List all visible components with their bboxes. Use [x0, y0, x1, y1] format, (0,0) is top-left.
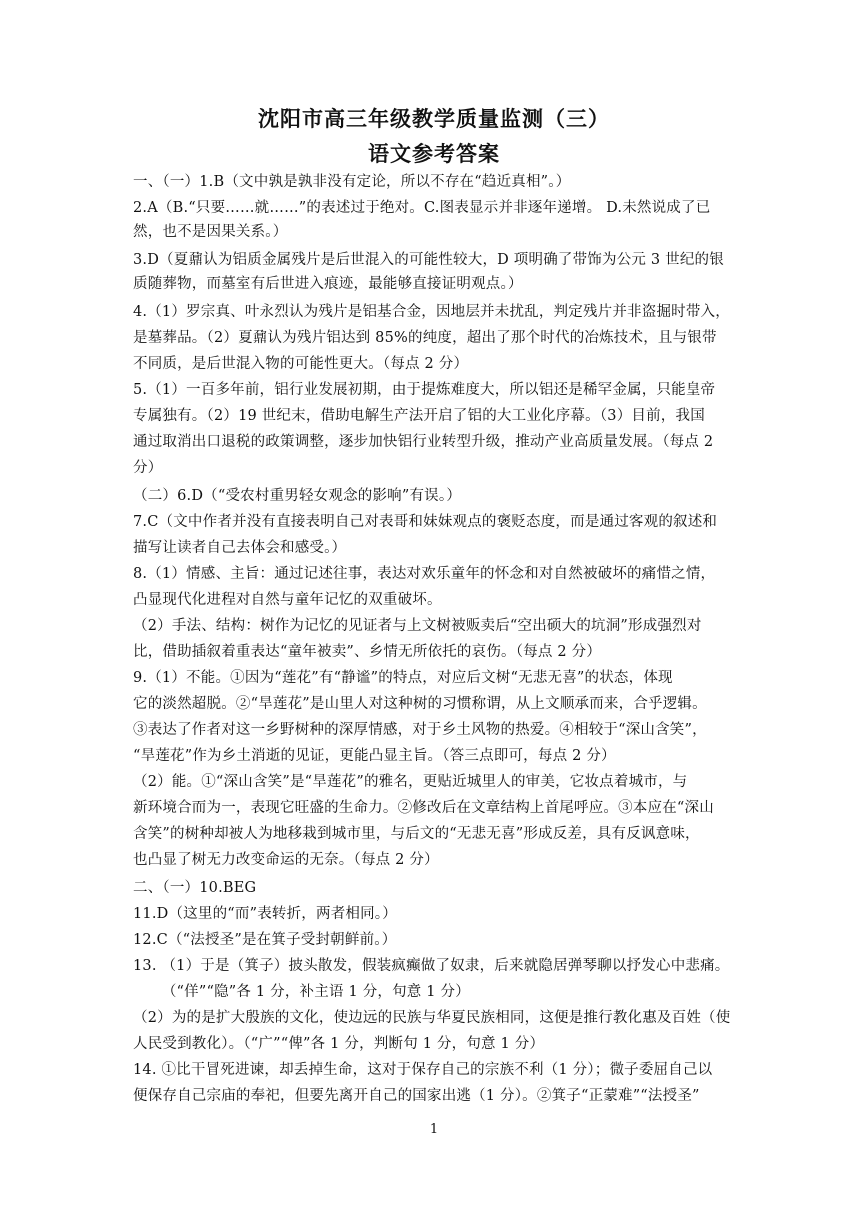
text-line: 2.A（B.“只要……就……”的表述过于绝对。C.图表显示并非逐年递增。 D.未然说成了已 — [133, 200, 711, 216]
text-line: 通过取消出口退税的政策调整，逐步加快铝行业转型升级，推动产业高质量发展。（每点 2 — [133, 434, 714, 450]
text-line: 9.（1）不能。①因为“莲花”有“静谧”的特点，对应后文树“无悲无喜”的状态，体现 — [133, 670, 673, 686]
text-line: 13. （1）于是（箕子）披头散发，假装疯癫做了奴隶，后来就隐居弹琴聊以抒发心中悲痛。 — [133, 958, 730, 974]
text-line: （2）能。①“深山含笑”是“旱莲花”的雅名，更贴近城里人的审美，它妆点着城市，与 — [133, 774, 688, 790]
text-line: 便保存自己宗庙的奉祀，但要先离开自己的国家出逃（1 分）。②箕子“正蒙难”“法授圣” — [133, 1088, 700, 1104]
text-line: 分） — [133, 460, 163, 476]
text-line: ③表达了作者对这一乡野树种的深厚情感，对于乡土风物的热爱。④相较于“深山含笑”， — [133, 722, 707, 738]
text-line: 专属独有。（2）19 世纪末，借助电解生产法开启了铝的大工业化序幕。（3）目前，我国 — [133, 408, 705, 424]
text-line: 11.D（这里的“而”表转折，两者相同。） — [133, 906, 397, 922]
text-line: 12.C（“法授圣”是在箕子受封朝鲜前。） — [133, 932, 397, 948]
text-line: 凸显现代化进程对自然与童年记忆的双重破坏。 — [133, 592, 442, 608]
text-line: 比，借助插叙着重表达“童年被卖”、乡情无所依托的哀伤。（每点 2 分） — [133, 644, 602, 660]
document-subtitle: 语文参考答案 — [368, 142, 500, 166]
text-line: 8.（1）情感、主旨：通过记述往事，表达对欢乐童年的怀念和对自然被破坏的痛惜之情， — [133, 566, 716, 582]
text-line: 一、（一）1.B（文中孰是孰非没有定论，所以不存在“趋近真相”。） — [133, 174, 571, 190]
document-title: 沈阳市高三年级教学质量监测（三） — [258, 107, 610, 131]
text-line: 它的淡然超脱。②“旱莲花”是山里人对这种树的习惯称谓，从上文顺承而来，合乎逻辑。 — [133, 696, 707, 712]
text-line: 质随葬物，而墓室有后世进入痕迹，最能够直接证明观点。） — [133, 276, 523, 292]
text-line: 人民受到教化）。（“广”“俾”各 1 分，判断句 1 分，句意 1 分） — [133, 1036, 545, 1052]
text-line: 3.D（夏鼐认为铝质金属残片是后世混入的可能性较大，D 项明确了带饰为公元 3 世纪的银 — [133, 252, 724, 268]
text-line: （2）为的是扩大殷族的文化，使边远的民族与华夏民族相同，这便是推行教化惠及百姓（使 — [133, 1010, 731, 1026]
text-line: 7.C（文中作者并没有直接表明自己对表哥和妹妹观点的褒贬态度，而是通过客观的叙述和 — [133, 514, 718, 530]
page-number: 1 — [429, 1122, 439, 1137]
text-line: 14. ①比干冒死进谏，却丢掉生命，这对于保存自己的宗族不利（1 分）；微子委屈自己以 — [133, 1062, 713, 1078]
text-line: 新环境合而为一，表现它旺盛的生命力。②修改后在文章结构上首尾呼应。③本应在“深山 — [133, 800, 714, 816]
text-line: 描写让读者自己去体会和感受。） — [133, 540, 347, 556]
text-line: 二、（一）10.BEG — [133, 880, 257, 896]
text-line: （“佯”“隐”各 1 分，补主语 1 分，句意 1 分） — [133, 984, 470, 1000]
text-line: 含笑”的树种却被人为地移栽到城市里，与后文的“无悲无喜”形成反差，具有反讽意味， — [133, 826, 700, 842]
text-line: 也凸显了树无力改变命运的无奈。（每点 2 分） — [133, 852, 439, 868]
text-line: “旱莲花”作为乡土消逝的见证，更能凸显主旨。（答三点即可，每点 2 分） — [133, 748, 616, 764]
text-line: 不同质，是后世混入物的可能性更大。（每点 2 分） — [133, 356, 469, 372]
text-line: 然，也不是因果关系。） — [133, 224, 288, 240]
text-line: 4.（1）罗宗真、叶永烈认为残片是铝基合金，因地层并未扰乱，判定残片并非盗掘时带入， — [133, 304, 730, 320]
text-line: （二）6.D（“受农村重男轻女观念的影响”有误。） — [133, 488, 462, 504]
text-line: 是墓葬品。（2）夏鼐认为残片铝达到 85%的纯度，超出了那个时代的冶炼技术，且与银带 — [133, 330, 717, 346]
text-line: 5.（1）一百多年前，铝行业发展初期，由于提炼难度大，所以铝还是稀罕金属，只能皇帝 — [133, 382, 716, 398]
text-line: （2）手法、结构：树作为记忆的见证者与上文树被贩卖后“空出硕大的坑洞”形成强烈对 — [133, 618, 702, 634]
